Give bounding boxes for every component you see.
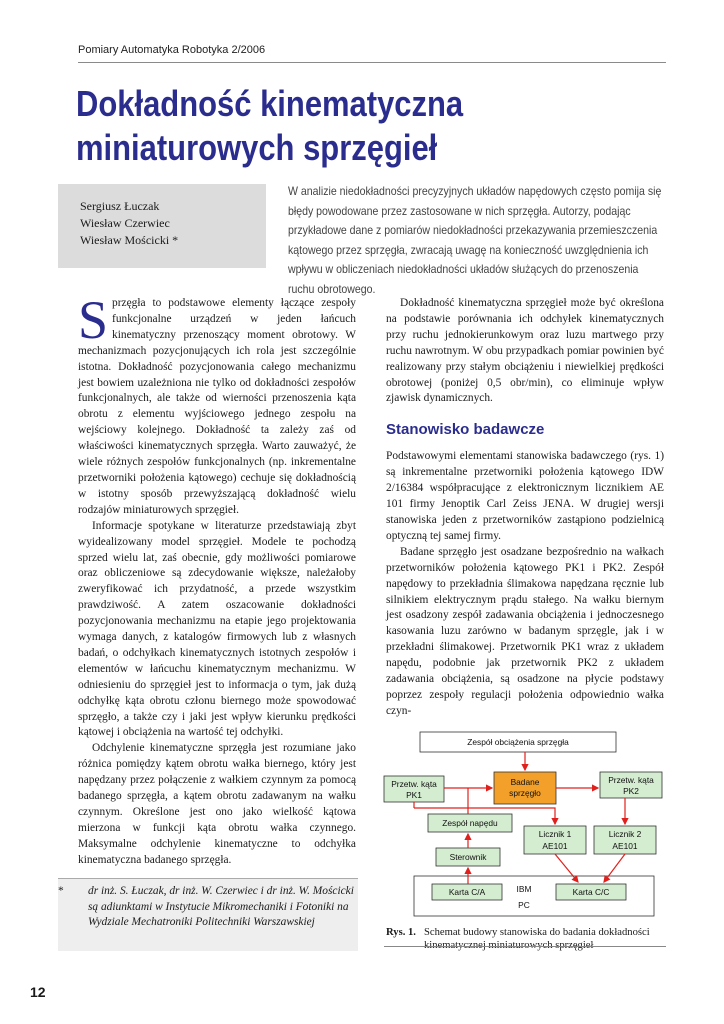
body-paragraph	[78, 290, 356, 519]
pk1-label-2: PK1	[406, 790, 422, 800]
pk2-label-1: Przetw. kąta	[608, 775, 654, 785]
drive-unit-label: Zespół napędu	[442, 818, 498, 828]
body-paragraph: Odchylenie kinematyczne sprzęgła jest rozumiane jako różnica pomiędzy kątem obrotu wałka biernego, który jest napędzany przez połączenie z wałkiem czynnym za pomocą badanego sprzęgła, a kątem obrotu zadawanym na wałku czynnym. Określone jest ono jako wielkość kątowa mierzona w funkcji kąta obrotu wałka czynnego. Maksymalne odchylenie kinematyczne to odchyłka kinematyczna badanego sprzęgła.	[78, 742, 356, 866]
title-line-2: miniaturowych sprzęgieł	[76, 127, 438, 168]
left-column	[78, 290, 356, 869]
paragraph-text: przęgła to podstawowe elementy łączące zespoły funkcjonalne urządzeń w jeden łańcuch kinematyczny przenoszący moment obrotowy. W mechanizmach pozycjonujących ich rola jest szczególnie istotna. Dokładność pozycjonowania całego mechanizmu jest bowiem uzależniona nie tylko od dokładności zespołów funkcjonalnych, ale także od wierności przenoszenia kąta obrotu z elementu wyjściowego jednego zespołu na wejściowy kolejnego. Dokładność ta zależy zaś od właściwości kinematycznych sprzęgła. Warto zauważyć, że wiele różnych zespołów funkcjonalnych (np. inkrementalne przetworniki położenia kątowego) cechuje się dokładnością w istotny sposób przewyższającą dokładność wielu rodzajów miniaturowych sprzęgieł.	[78, 297, 356, 516]
caption-text: Schemat budowy stanowiska do badania dokładności	[424, 927, 650, 938]
caption-rule	[384, 946, 666, 947]
article-title	[76, 82, 592, 170]
author-list	[80, 198, 178, 249]
footnote	[58, 884, 358, 931]
drop-cap: S	[78, 290, 109, 350]
header-rule	[78, 62, 666, 63]
body-paragraph: Badane sprzęgło jest osadzane bezpośrednio na wałkach przetworników położenia kątowego PK1 i PK2. Zespół napędowy to przekładnia ślimakowa napędzana ręcznie lub silnikiem elektrycznym prądu stałego. Na wałku biernym jest osadzony zespół zadawania obciążenia i jednoczesnego kasowania luzu zarówno w badanym sprzęgle, jak i w przekładni ślimakowej. Przetwornik PK1 wraz z układem napędu, podobnie jak przetwornik PK2 z układem zadawania obciążenia, są osadzone na płycie podstawy poprzez zespoły regulacji położenia odpowiednio wałka czyn-	[386, 545, 664, 717]
caption-label: Rys. 1.	[386, 927, 416, 938]
body-paragraph: Podstawowymi elementami stanowiska badawczego (rys. 1) są inkrementalne przetworniki położenia kątowego IDW 2/16384 współpracujące z elektronicznym licznikiem AE 101 firmy Jenoptik Carl Zeiss JENA. W drugiej wersji stanowiska jeden z przetworników zastąpiono podzielnicą optyczną tej samej firmy.	[386, 450, 664, 542]
abstract: W analizie niedokładności precyzyjnych układów napędowych często pomija się błędy powodowane przez zastosowane w nich sprzęgła. Autorzy, podając przykładowe dane z pomiarów niedokładności przekazywania przemieszczenia kątowego przez sprzęgła, zwracają uwagę na konieczność uwzględnienia ich wpływu w obliczeniach niedokładności układów służących do przenoszenia ruchu obrotowego.	[288, 184, 662, 296]
card-cc-label: Karta C/C	[572, 887, 610, 897]
title-line-1: Dokładność kinematyczna	[76, 83, 464, 124]
body-paragraph: Informacje spotykane w literaturze przedstawiają zbyt wyidealizowany model sprzęgieł. Modele te pochodzą sprzed wielu lat, zaś obecnie, gdy możliwości pomiarowe oraz obliczeniowe są zdecydowanie większe, należałoby zweryfikować ich przydatność, a przede wszystkim prawdziwość. A zatem oszacowanie dokładności pozycjonowania mechanizmu na etapie jego projektowania wymaga danych, z katalogów firmowych lub z własnych badań, o odchyłkach kinematycznych istotnych zespołów i elementów w łańcuchu kinematycznym mechanizmu. W odniesieniu do sprzęgieł jest to informacja o tym, jak dużą odchyłkę kąta obrotu członu biernego może spowodować sprzęgło, a także czy i jaki jest wpływ kierunku prędkości kątowej i obciążenia na wartość tej odchyłki.	[78, 519, 356, 739]
figure-diagram	[378, 728, 670, 922]
footnote-rule	[58, 878, 358, 879]
counter1-label-2: AE101	[542, 841, 568, 851]
right-column	[386, 296, 664, 720]
coupling-label-1: Badane	[510, 777, 540, 787]
footnote-mark: *	[58, 885, 64, 897]
card-ca-label: Karta C/A	[448, 887, 486, 897]
coupling-label-2: sprzęgło	[509, 788, 541, 798]
author-name: Sergiusz Łuczak	[80, 199, 160, 213]
counter2-label-2: AE101	[612, 841, 638, 851]
pk1-label-1: Przetw. kąta	[391, 779, 437, 789]
author-name: Wiesław Czerwiec	[80, 216, 170, 230]
controller-label: Sterownik	[449, 852, 487, 862]
section-heading: Stanowisko badawcze	[386, 421, 545, 439]
figure-caption	[386, 926, 676, 939]
load-unit-label: Zespół obciążenia sprzęgła	[467, 737, 569, 747]
pc-label: PC	[518, 900, 530, 910]
counter2-label-1: Licznik 2	[608, 829, 642, 839]
pk2-label-2: PK2	[623, 786, 639, 796]
footnote-text: dr inż. S. Łuczak, dr inż. W. Czerwiec i dr inż. W. Mościcki są adiunktami w Instytucie Mikromechaniki i Fotoniki na Wydziale Mechatroniki Politechniki Warszawskiej	[88, 885, 354, 928]
page-number: 12	[30, 984, 46, 1000]
body-paragraph: Dokładność kinematyczna sprzęgieł może być określona na podstawie porównania ich odchyłek kinematycznych przy ruchu jednokierunkowym oraz luzu martwego przy ruchu nawrotnym. W obu przypadkach pomiar powinien być realizowany przy stałym obciążeniu i niewielkiej prędkości obrotowej (poniżej 0,5 obr/min), co eliminuje wpływ zjawisk dynamicznych.	[386, 297, 664, 405]
counter1-label-1: Licznik 1	[538, 829, 572, 839]
author-name: Wiesław Mościcki *	[80, 233, 179, 247]
ibm-label: IBM	[516, 884, 532, 894]
journal-header: Pomiary Automatyka Robotyka 2/2006	[78, 44, 266, 56]
